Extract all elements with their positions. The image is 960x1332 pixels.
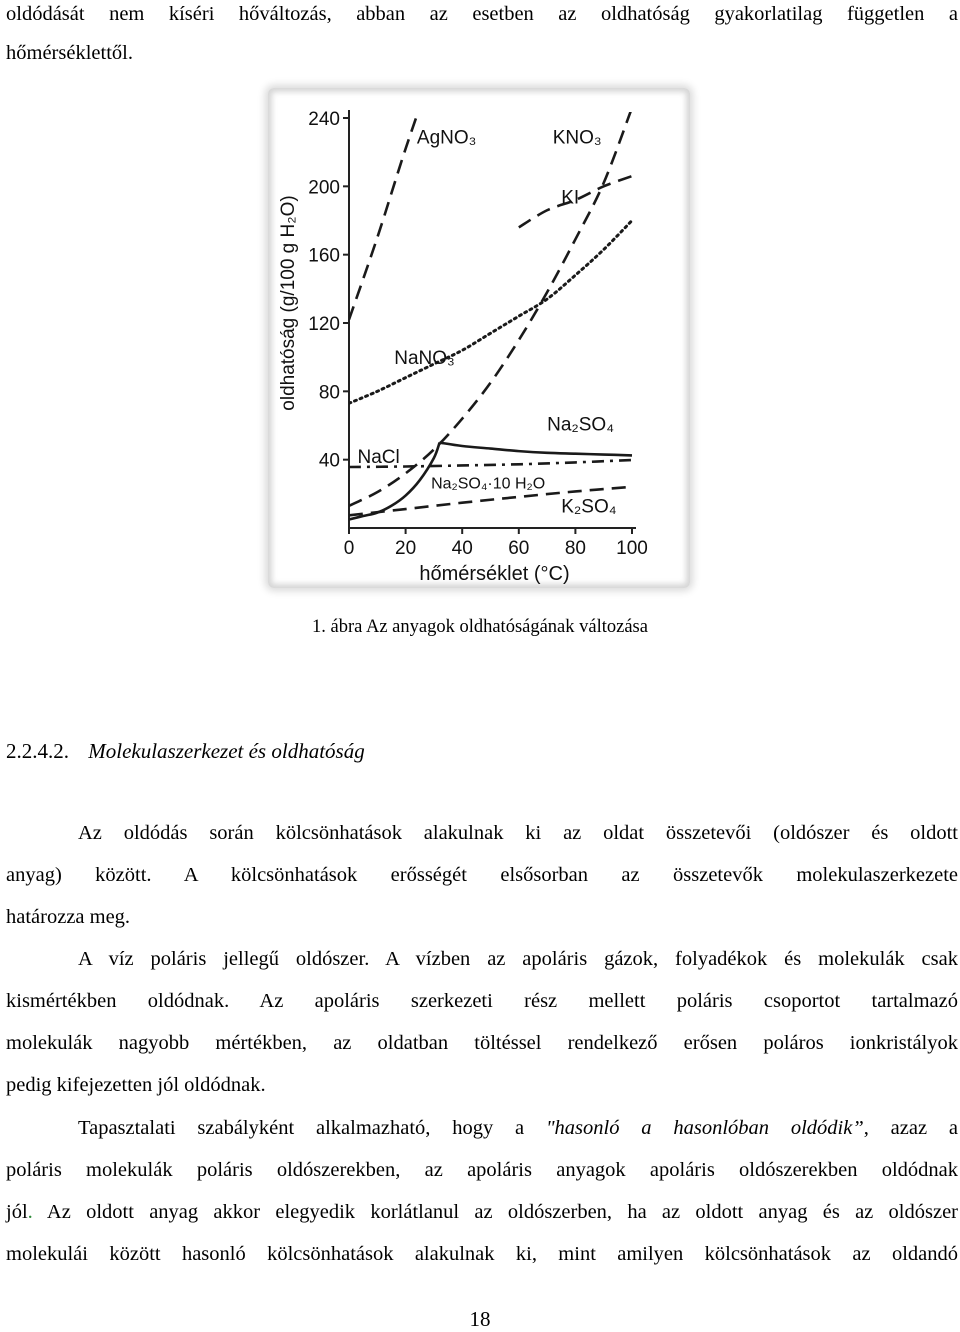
figure-caption: 1. ábra Az anyagok oldhatóságának változása: [312, 617, 648, 637]
series-label: NaCl: [357, 447, 400, 469]
page-number: 18: [469, 1307, 491, 1331]
x-tick-label: 60: [508, 538, 530, 559]
series-line: [349, 88, 434, 320]
y-tick-label: 200: [308, 177, 340, 199]
text-segment: jól: [6, 1201, 28, 1223]
text-line: oldódását nem kíséri hőváltozás, abban az esetben az oldhatóság gyakorlatilag független a: [6, 3, 958, 25]
series-label: NaNO₃: [394, 348, 455, 369]
series-line: [349, 108, 632, 506]
text-line: A víz poláris jellegű oldószer. A vízben az apoláris gázok, folyadékok és molekulák csak: [78, 948, 958, 970]
text-line: [78, 1114, 958, 1142]
section-title: Molekulaszerkezet és oldhatóság: [88, 739, 365, 763]
x-tick-label: 20: [395, 538, 417, 559]
text-line: határozza meg.: [6, 906, 131, 928]
text-segment: , azaz a: [863, 1117, 958, 1139]
text-line: molekulák nagyobb mértékben, az oldatban töltéssel rendelkező erősen poláros ionkristályok: [6, 1032, 958, 1054]
text-line: kismértékben oldódnak. Az apoláris szerkezeti rész mellett poláris csoportot tartalmazó: [6, 990, 958, 1012]
y-tick-label: 120: [308, 314, 340, 335]
series-label: KI: [561, 187, 580, 209]
text-line: poláris molekulák poláris oldószerekben, az apoláris anyagok apoláris oldószerekben oldódnak: [6, 1159, 958, 1181]
text-line: pedig kifejezetten jól oldódnak.: [6, 1074, 266, 1096]
series-line: [349, 221, 632, 404]
x-tick-label: 100: [616, 538, 648, 559]
solubility-figure: [268, 88, 690, 588]
text-line: [6, 1198, 958, 1226]
text-line: Az oldódás során kölcsönhatások alakulnak ki az oldat összetevői (oldószer és oldott: [78, 822, 958, 844]
y-tick-label: 240: [308, 109, 340, 130]
x-tick-label: 0: [343, 538, 355, 559]
x-axis-label: hőmérséklet (°C): [419, 563, 570, 585]
text-line: molekulái között hasonló kölcsönhatások alakulnak ki, mint amilyen kölcsönhatások az oldandó: [6, 1243, 958, 1265]
series-line: [440, 443, 632, 456]
section-number: 2.2.4.2.: [6, 739, 69, 763]
series-label: Na₂SO₄: [547, 414, 614, 436]
series-label: Na₂SO₄·10 H₂O: [431, 475, 546, 493]
quoted-rule: "hasonló a hasonlóban oldódik”: [545, 1117, 864, 1139]
solubility-chart: [268, 88, 690, 588]
y-tick-label: 40: [318, 450, 340, 472]
text-segment: Tapasztalati szabályként alkalmazható, hogy a: [78, 1117, 546, 1139]
series-label: AgNO₃: [416, 127, 477, 149]
y-tick-label: 80: [318, 382, 340, 404]
text-line: anyag) között. A kölcsönhatások erősségét elsősorban az összetevők molekulaszerkezete: [6, 864, 958, 886]
text-segment: Az oldott anyag akkor elegyedik korlátlanul az oldószerben, ha az oldott anyag és az oldószer: [32, 1201, 958, 1223]
green-period: .: [27, 1201, 33, 1223]
series-label: K₂SO₄: [561, 496, 617, 518]
x-tick-label: 80: [564, 538, 586, 559]
y-tick-label: 160: [308, 245, 340, 267]
series-label: KNO₃: [552, 127, 602, 149]
y-axis-label: oldhatóság (g/100 g H₂O): [278, 195, 299, 411]
x-tick-label: 40: [451, 538, 473, 559]
section-heading: [6, 737, 365, 765]
text-line: hőmérséklettől.: [6, 42, 133, 64]
